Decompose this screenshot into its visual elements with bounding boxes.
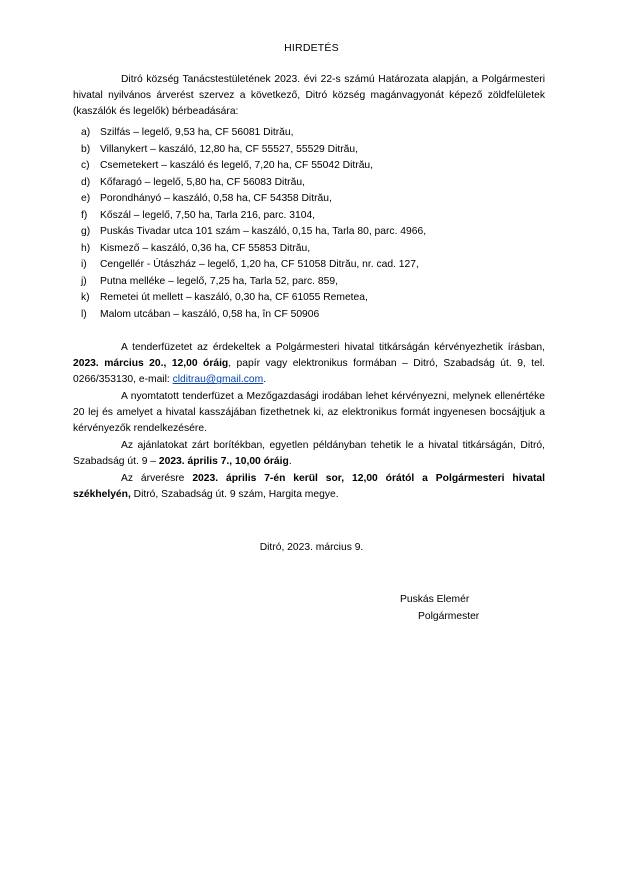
email-link[interactable]: clditrau@gmail.com: [172, 374, 264, 386]
application-text-c: , papír vagy elektronikus formában – Ditró, Szabadság út. 9, tel. 0266/353130, e-mail:: [73, 358, 545, 386]
list-item-text: Puskás Tivadar utca 101 szám – kaszáló, 0,15 ha, Tarla 80, parc. 4966,: [100, 226, 427, 238]
list-item: [81, 208, 426, 225]
list-item: [81, 175, 426, 192]
list-item: [81, 191, 426, 208]
auction-text-c: Ditró, Szabadság út. 9 szám, Hargita megye.: [130, 489, 339, 501]
intro-paragraph: Ditró község Tanácstestületének 2023. évi 22-s számú Határozata alapján, a Polgármesteri hivatal nyilvános árverést szervez a következő, Ditró község magánvagyonát képező zöldfelületek (kaszálók és legelők) bérbeadására:: [73, 74, 545, 118]
paragraph-printed-tender: A nyomtatott tenderfüzet a Mezőgazdasági irodában lehet kérvényezni, melynek ellenértéke 20 lej és amelyet a hivatal kasszájában fizethetnek ki, az elektronikus formát ingyenesen bocsájtjuk a kérvényezők rendelkezésére.: [73, 391, 545, 435]
list-item-text: Kismező – kaszáló, 0,36 ha, CF 55853 Ditrău,: [100, 242, 311, 254]
list-item-text: Kőfaragó – legelő, 5,80 ha, CF 56083 Ditrău,: [100, 176, 305, 188]
list-item: [81, 125, 426, 142]
list-item-text: Remetei út mellett – kaszáló, 0,30 ha, CF 61055 Remetea,: [100, 292, 368, 304]
offers-text-c: .: [288, 456, 292, 468]
application-deadline: 2023. március 20., 12,00 óráig: [73, 358, 229, 370]
offers-deadline: 2023. április 7., 10,00 óráig: [158, 456, 289, 468]
list-item-text: Kőszál – legelő, 7,50 ha, Tarla 216, parc. 3104,: [100, 209, 316, 221]
paragraph-auction: [73, 471, 545, 503]
signer-role: Polgármester: [418, 611, 480, 622]
list-marker: d): [81, 176, 91, 188]
list-item: [81, 142, 426, 159]
list-item: [81, 257, 426, 274]
list-item-text: Putna melléke – legelő, 7,25 ha, Tarla 52, parc. 859,: [100, 275, 338, 287]
paragraph-application: [73, 340, 545, 389]
list-marker: j): [81, 275, 87, 287]
signature-block: [400, 591, 479, 625]
list-item: [81, 274, 426, 291]
list-marker: c): [81, 160, 90, 172]
list-marker: a): [81, 127, 91, 138]
list-marker: e): [81, 193, 91, 205]
list-item-text: Csemetekert – kaszáló és legelő, 7,20 ha, CF 55042 Ditrău,: [100, 160, 374, 172]
list-item-text: Cengellér - Útászház – legelő, 1,20 ha, CF 51058 Ditrău, nr. cad. 127,: [100, 259, 419, 271]
parcel-list: [81, 125, 426, 324]
application-text-d: .: [263, 374, 267, 386]
list-marker: l): [81, 309, 87, 321]
list-item: [81, 241, 426, 258]
list-item-text: Porondhányó – kaszáló, 0,58 ha, CF 54358 Ditrău,: [100, 193, 332, 205]
list-item-text: Malom utcában – kaszáló, 0,58 ha, în CF 50906: [100, 309, 320, 321]
list-marker: i): [81, 259, 87, 271]
auction-date: 2023. április 7-én kerül sor, 12,00 órától a Polgármesteri hivatal székhelyén,: [73, 473, 545, 501]
list-item-text: Villanykert – kaszáló, 12,80 ha, CF 55527, 55529 Ditrău,: [100, 143, 358, 155]
list-marker: b): [81, 143, 91, 155]
list-item: [81, 307, 426, 324]
list-marker: h): [81, 242, 91, 254]
list-item: [81, 224, 426, 241]
list-item-text: Szilfás – legelő, 9,53 ha, CF 56081 Ditrău,: [100, 127, 294, 138]
list-marker: k): [81, 292, 90, 304]
signer-name: Puskás Elemér: [400, 594, 470, 605]
list-marker: f): [81, 209, 88, 221]
paragraph-offers: [73, 438, 545, 470]
list-item: [81, 158, 426, 175]
document-date: Ditró, 2023. március 9.: [259, 542, 364, 553]
list-marker: g): [81, 226, 91, 238]
offers-text-a: Az ajánlatokat zárt borítékban, egyetlen példányban tehetik le a hivatal titkárságán, Ditró, Szabadság út. 9 –: [73, 440, 545, 468]
auction-text-a: Az árverésre: [121, 473, 193, 484]
document-title: HIRDETÉS: [284, 42, 339, 54]
list-item: [81, 290, 426, 307]
application-text-a: A tenderfüzetet az érdekeltek a Polgármesteri hivatal titkárságán kérvényezhetik írásban,: [121, 342, 545, 353]
